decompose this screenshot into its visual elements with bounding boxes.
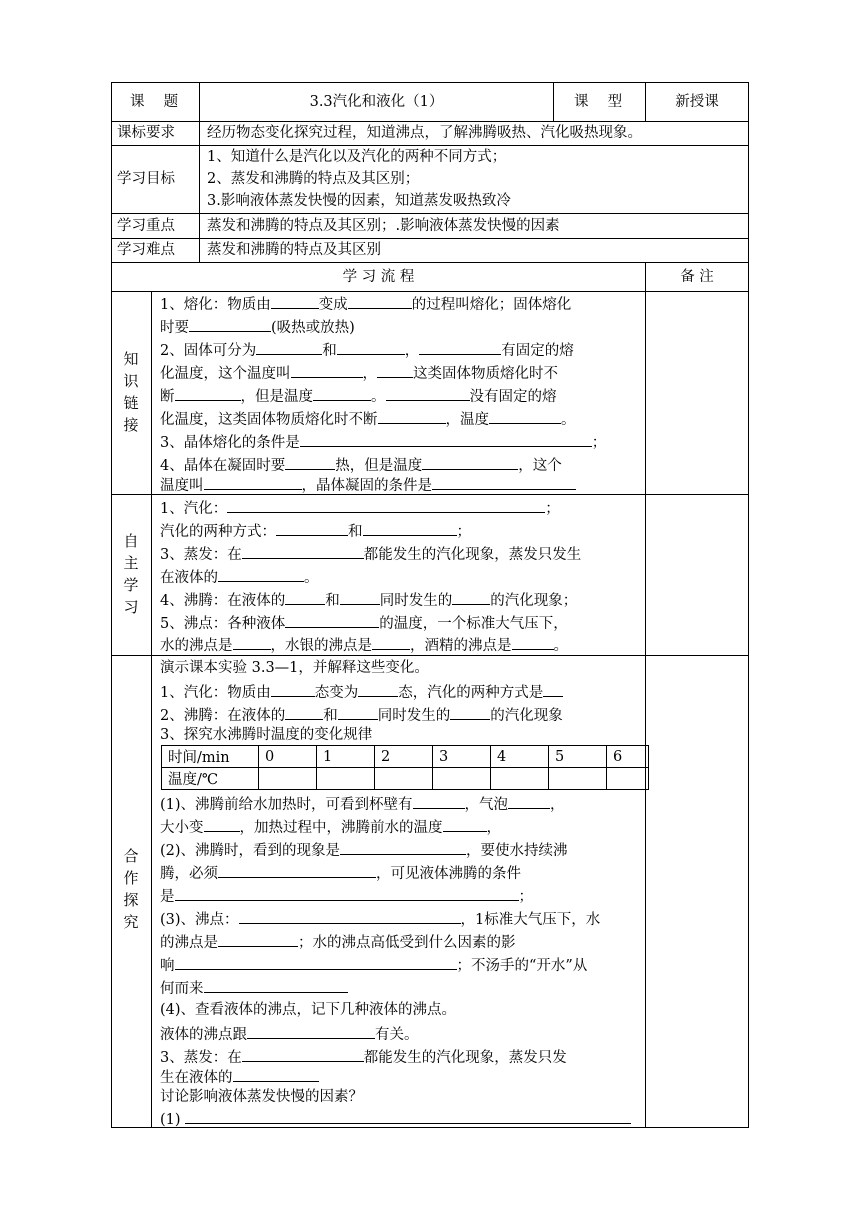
notes-header: 备 注 — [680, 269, 714, 285]
boiling-data-table — [161, 745, 649, 790]
table-row-label: 时间/min — [162, 746, 259, 768]
type-value: 新授课 — [675, 94, 719, 110]
topic-title: 3.3汽化和液化（1） — [309, 94, 444, 110]
cooperative-section-label: 合 作 探 究 — [123, 847, 139, 931]
table-row: 时间/min 0 1 2 3 4 5 6 — [162, 746, 649, 768]
key-points-label: 学习重点 — [117, 218, 175, 234]
table-row — [162, 768, 649, 790]
objective-item: 2、蒸发和沸腾的特点及其区别； — [207, 171, 420, 187]
key-points-text: 蒸发和沸腾的特点及其区别；.影响液体蒸发快慢的因素 — [207, 218, 560, 234]
standard-text: 经历物态变化探究过程，知道沸点，了解沸腾吸热、汽化吸热现象。 — [207, 125, 642, 141]
table-row-label: 温度/℃ — [162, 768, 259, 790]
type-label: 课 型 — [574, 94, 623, 110]
process-title: 学 习 流 程 — [342, 269, 415, 285]
objective-item: 3.影响液体蒸发快慢的因素，知道蒸发吸热致冷 — [207, 193, 511, 209]
standard-label: 课标要求 — [117, 125, 175, 141]
difficulties-label: 学习难点 — [117, 242, 175, 258]
knowledge-section-label: 知 识 链 接 — [123, 350, 139, 434]
self-study-section-label: 自 主 学 习 — [123, 532, 139, 616]
topic-label: 课 题 — [130, 94, 179, 110]
difficulties-text: 蒸发和沸腾的特点及其区别 — [207, 242, 381, 258]
objective-item: 1、知道什么是汽化以及汽化的两种不同方式； — [207, 149, 507, 165]
objectives-label: 学习目标 — [117, 171, 175, 187]
